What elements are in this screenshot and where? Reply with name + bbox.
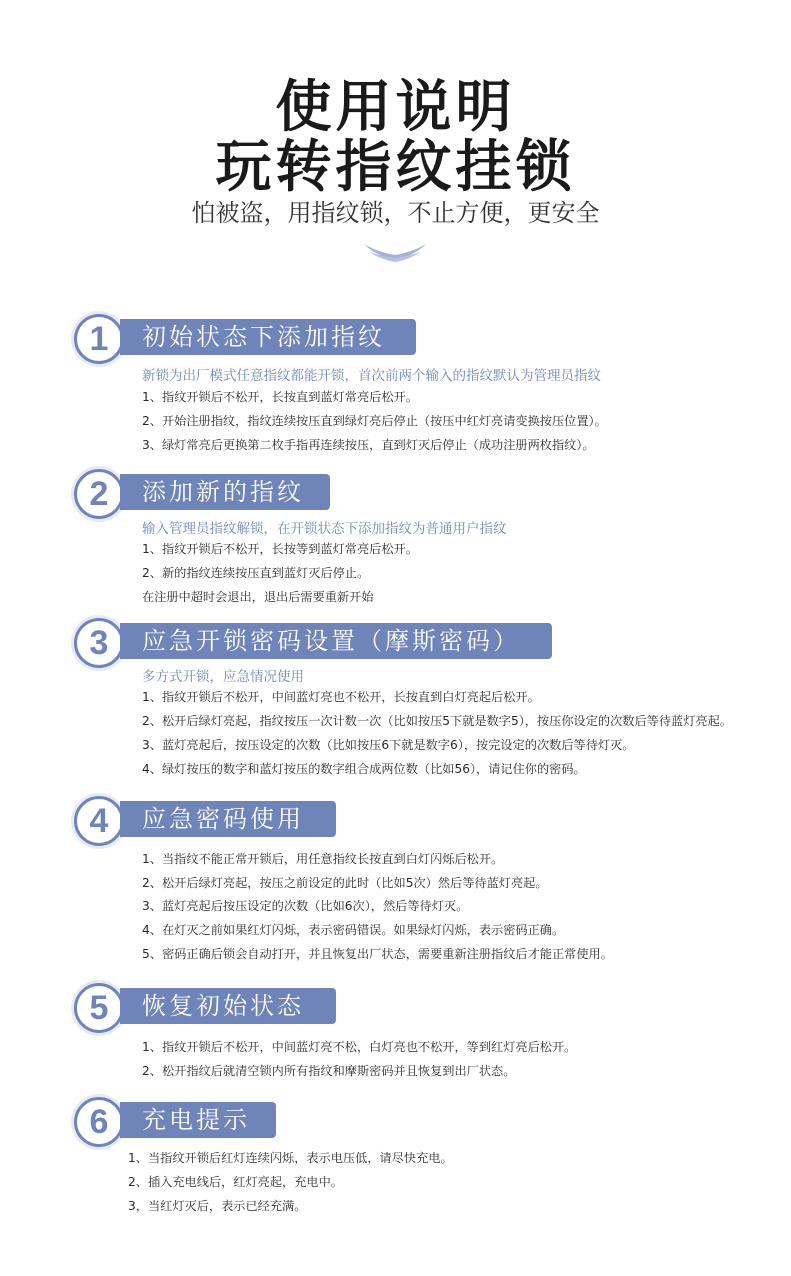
list-item: 2、插入充电线后，红灯亮起，充电中。	[128, 1175, 343, 1189]
list-item: 1、指纹开锁后不松开，长按直到蓝灯常亮后松开。	[142, 390, 418, 404]
list-item: 2、松开指纹后就清空锁内所有指纹和摩斯密码并且恢复到出厂状态。	[142, 1064, 516, 1078]
section-number-badge: 6	[74, 1097, 124, 1147]
section-title: 初始状态下添加指纹	[120, 319, 416, 355]
list-item: 3、绿灯常亮后更换第二枚手指再连续按压，直到灯灭后停止（成功注册两枚指纹）。	[142, 438, 595, 452]
section-title: 添加新的指纹	[120, 474, 330, 510]
list-item: 在注册中超时会退出，退出后需要重新开始	[142, 590, 374, 604]
page-subtitle: 怕被盗，用指纹锁，不止方便，更安全	[191, 199, 600, 227]
list-item: 2、松开后绿灯亮起，指纹按压一次计数一次（比如按压5下就是数字5），按压你设定的次数后等待蓝灯亮起。	[142, 714, 732, 728]
section-title: 恢复初始状态	[120, 988, 336, 1024]
wing-ornament-icon	[362, 240, 428, 264]
list-item: 1、指纹开锁后不松开，中间蓝灯亮也不松开，长按直到白灯亮起后松开。	[142, 690, 540, 704]
list-item: 5、密码正确后锁会自动打开，并且恢复出厂状态，需要重新注册指纹后才能正常使用。	[142, 947, 613, 961]
list-item: 1、指纹开锁后不松开，中间蓝灯亮不松，白灯亮也不松开，等到红灯亮后松开。	[142, 1040, 577, 1054]
list-item: 4、绿灯按压的数字和蓝灯按压的数字组合成两位数（比如56），请记住你的密码。	[142, 762, 586, 776]
section-lead: 新锁为出厂模式任意指纹都能开锁，首次前两个输入的指纹默认为管理员指纹	[142, 368, 601, 384]
list-item: 2、新的指纹连续按压直到蓝灯灭后停止。	[142, 566, 370, 580]
list-item: 3，当红灯灭后，表示已经充满。	[128, 1199, 307, 1213]
section-number-badge: 3	[74, 618, 124, 668]
list-item: 4、在灯灭之前如果红灯闪烁，表示密码错误。如果绿灯闪烁，表示密码正确。	[142, 923, 565, 937]
list-item: 3、蓝灯亮起后按压设定的次数（比如6次），然后等待灯灭。	[142, 899, 469, 913]
page-title-line1: 使用说明	[275, 75, 516, 140]
list-item: 1、当指纹开锁后红灯连续闪烁，表示电压低，请尽快充电。	[128, 1151, 453, 1165]
section-title: 应急密码使用	[120, 801, 336, 837]
section-number-badge: 1	[74, 314, 124, 364]
page-title-line2: 玩转指纹挂锁	[215, 135, 576, 200]
section-number-badge: 2	[74, 469, 124, 519]
list-item: 1、指纹开锁后不松开，长按等到蓝灯常亮后松开。	[142, 542, 418, 556]
list-item: 1、当指纹不能正常开锁后，用任意指纹长按直到白灯闪烁后松开。	[142, 852, 504, 866]
list-item: 2、开始注册指纹，指纹连续按压直到绿灯亮后停止（按压中红灯亮请变换按压位置）。	[142, 414, 607, 428]
list-item: 3、蓝灯亮起后，按压设定的次数（比如按压6下就是数字6），按完设定的次数后等待灯灭。	[142, 738, 635, 752]
section-title: 应急开锁密码设置（摩斯密码）	[120, 623, 552, 659]
section-number-badge: 4	[74, 796, 124, 846]
section-lead: 多方式开锁，应急情况使用	[142, 669, 304, 685]
section-title: 充电提示	[120, 1102, 276, 1138]
list-item: 2、松开后绿灯亮起，按压之前设定的此时（比如5次）然后等待蓝灯亮起。	[142, 876, 548, 890]
section-lead: 输入管理员指纹解锁，在开锁状态下添加指纹为普通用户指纹	[142, 521, 507, 537]
section-number-badge: 5	[74, 983, 124, 1033]
